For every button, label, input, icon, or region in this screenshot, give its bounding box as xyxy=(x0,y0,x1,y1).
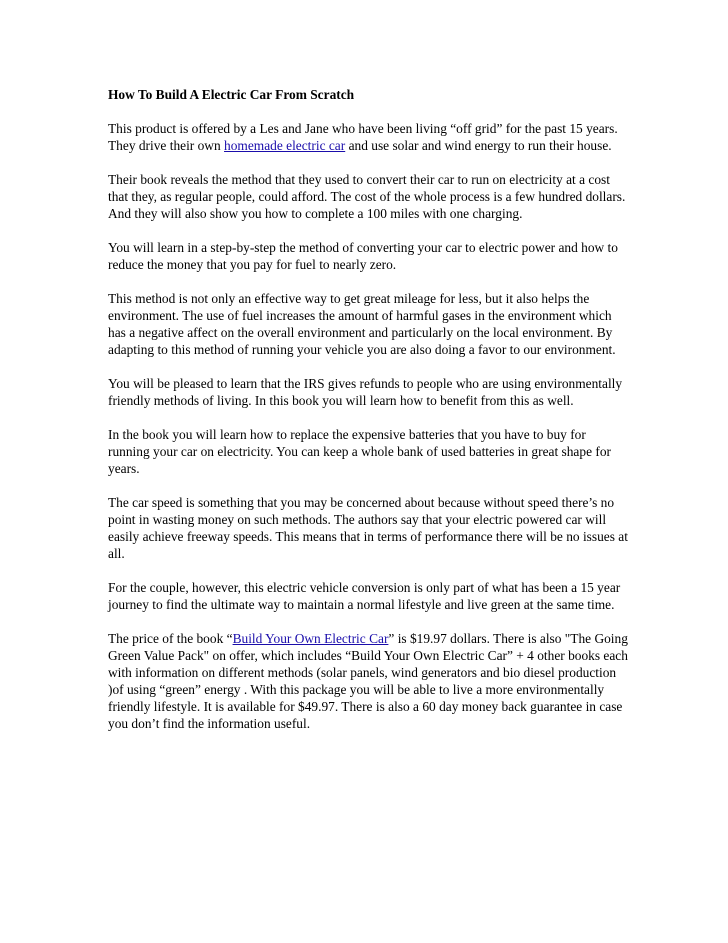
paragraph-price xyxy=(108,630,628,732)
paragraph-couple-journey: For the couple, however, this electric vehicle conversion is only part of what has been a 15 year journey to find the ultimate way to maintain a normal lifestyle and live green at the same time. xyxy=(108,580,621,612)
paragraph-intro-text-before: This product is offered by a Les and Jane who have been living “off grid” for the past 15 years. They drive their own xyxy=(108,121,618,153)
paragraph-intro-text-after: and use solar and wind energy to run their house. xyxy=(345,138,612,153)
paragraph-price-text-after: ” is $19.97 dollars. There is also "The Going Green Value Pack" on offer, which includes “Build Your Own Electric Car” + 4 other books each with information on different methods (solar panels, wind generators and bio diesel production )of using “green” energy . With this package you will be able to live a more environmentally friendly lifestyle. It is available for $49.97. There is also a 60 day money back guarantee in case you don’t find the information useful. xyxy=(108,631,628,731)
document-title: How To Build A Electric Car From Scratch xyxy=(108,87,355,102)
paragraph-environment: This method is not only an effective way to get great mileage for less, but it also helps the environment. The use of fuel increases the amount of harmful gases in the environment which has a negative affect on the overall environment and particularly on the local environment. By adapting to this method of running your vehicle you are also doing a favor to our environment. xyxy=(108,291,616,357)
paragraph-irs-refunds: You will be pleased to learn that the IRS gives refunds to people who are using environmentally friendly methods of living. In this book you will learn how to benefit from this as well. xyxy=(108,376,623,408)
paragraph-book-method: Their book reveals the method that they used to convert their car to run on electricity at a cost that they, as regular people, could afford. The cost of the whole process is a few hundred dollars. And they will also show you how to complete a 100 miles with one charging. xyxy=(108,172,626,221)
homemade-electric-car-link[interactable]: homemade electric car xyxy=(224,138,346,153)
paragraph-intro xyxy=(108,120,628,154)
build-your-own-electric-car-link[interactable]: Build Your Own Electric Car xyxy=(232,631,389,646)
paragraph-step-by-step: You will learn in a step-by-step the method of converting your car to electric power and how to reduce the money that you pay for fuel to nearly zero. xyxy=(108,240,618,272)
paragraph-car-speed: The car speed is something that you may be concerned about because without speed there’s no point in wasting money on such methods. The authors say that your electric powered car will easily achieve freeway speeds. This means that in terms of performance there will be no issues at all. xyxy=(108,495,628,561)
document-page xyxy=(108,86,628,749)
paragraph-price-text-before: The price of the book “ xyxy=(108,631,233,646)
paragraph-batteries: In the book you will learn how to replace the expensive batteries that you have to buy for running your car on electricity. You can keep a whole bank of used batteries in great shape for years. xyxy=(108,427,611,476)
